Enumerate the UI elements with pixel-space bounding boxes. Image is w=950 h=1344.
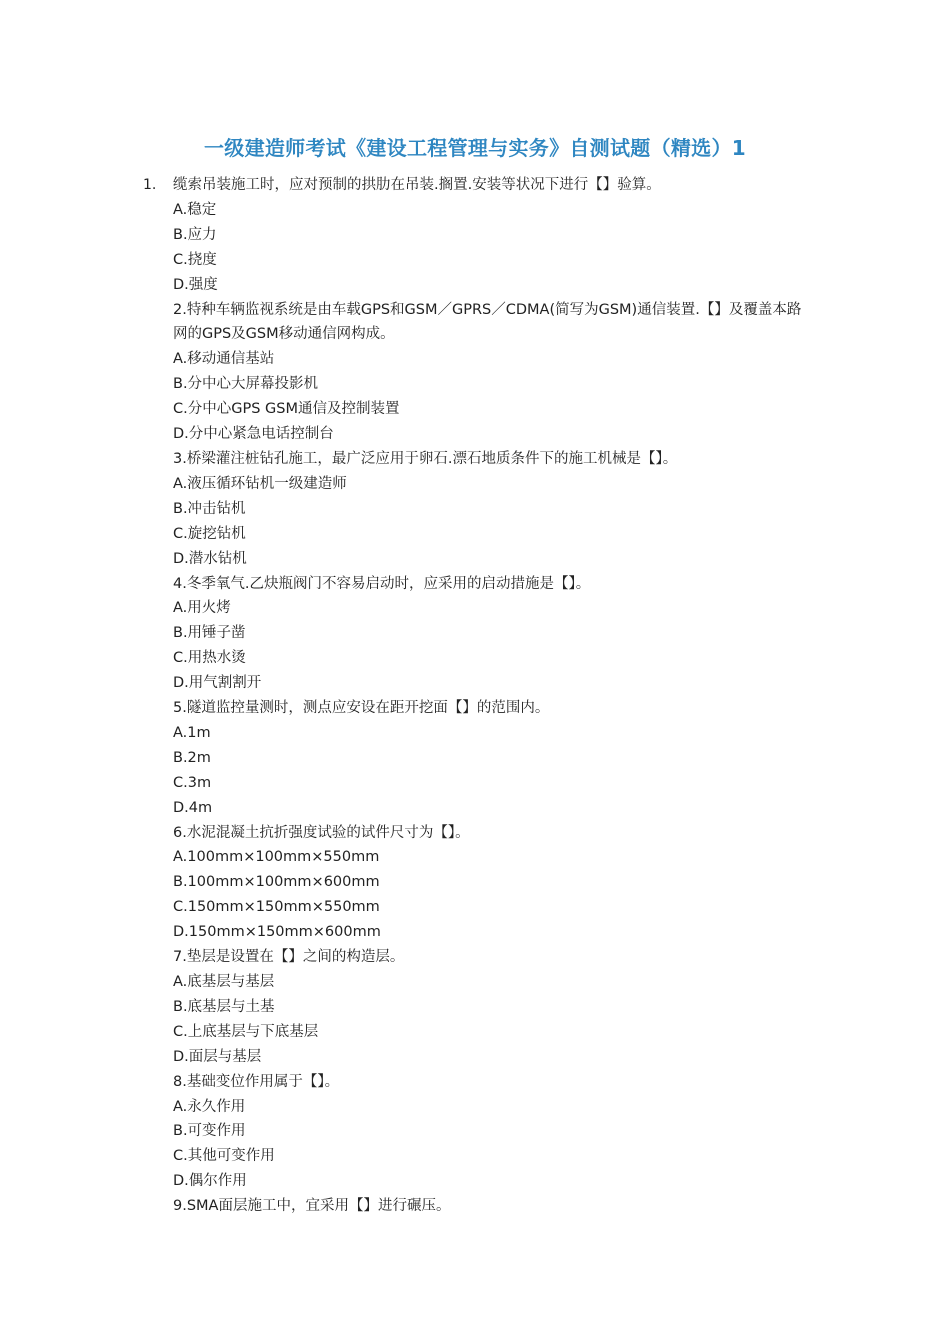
question-stem: 2.特种车辆监视系统是由车载GPS和GSM／GPRS／CDMA(简写为GSM)通信装置.【】及覆盖本路网的GPS及GSM移动通信网构成。 [173, 301, 802, 343]
option-d: D.面层与基层 [173, 1048, 262, 1065]
option-d: D.分中心紧急电话控制台 [173, 426, 334, 443]
question-stem: 缆索吊装施工时，应对预制的拱肋在吊装.搁置.安装等状况下进行【】验算。 [173, 177, 661, 193]
option-a: A.永久作用 [173, 1098, 246, 1115]
option-c: C.旋挖钻机 [173, 525, 246, 542]
question-stem: 3.桥梁灌注桩钻孔施工，最广泛应用于卵石.漂石地质条件下的施工机械是【】。 [173, 450, 678, 467]
question-stem: 7.垫层是设置在【】之间的构造层。 [173, 949, 405, 966]
option-c: C.分中心GPS GSM通信及控制装置 [173, 401, 400, 418]
question-5 [173, 696, 813, 821]
question-list [143, 173, 813, 1219]
question-2 [173, 298, 813, 447]
option-b: B.用锤子凿 [173, 625, 246, 642]
option-c: C.3m [173, 774, 212, 791]
option-b: B.100mm×100mm×600mm [173, 874, 380, 891]
option-d: D.偶尔作用 [173, 1173, 247, 1190]
option-b: B.可变作用 [173, 1123, 246, 1140]
document-title: 一级建造师考试《建设工程管理与实务》自测试题（精选）1 [203, 136, 746, 160]
option-b: B.2m [173, 749, 211, 766]
question-stem: 6.水泥混凝土抗折强度试验的试件尺寸为【】。 [173, 824, 470, 841]
option-c: C.用热水烫 [173, 650, 246, 667]
question-4 [173, 572, 813, 697]
option-c: C.其他可变作用 [173, 1148, 275, 1165]
option-d: D.用气割割开 [173, 675, 262, 692]
option-a: A.1m [173, 724, 211, 741]
option-b: B.分中心大屏幕投影机 [173, 376, 319, 393]
option-a: A.移动通信基站 [173, 351, 275, 368]
question-stem: 5.隧道监控量测时，测点应安设在距开挖面【】的范围内。 [173, 700, 550, 717]
option-a: A.底基层与基层 [173, 974, 275, 990]
question-7 [173, 945, 813, 1070]
question-stem: 9.SMA面层施工中，宜采用【】进行碾压。 [173, 1198, 451, 1215]
option-a: A.液压循环钻机一级建造师 [173, 475, 347, 492]
question-stem: 4.冬季氧气.乙炔瓶阀门不容易启动时，应采用的启动措施是【】。 [173, 575, 591, 592]
option-a: A.100mm×100mm×550mm [173, 849, 380, 866]
option-a: A.稳定 [173, 201, 217, 218]
question-1 [143, 173, 813, 298]
option-c: C.150mm×150mm×550mm [173, 899, 380, 916]
option-d: D.4m [173, 799, 213, 816]
option-c: C.挠度 [173, 251, 217, 268]
option-d: D.150mm×150mm×600mm [173, 924, 381, 941]
option-a: A.用火烤 [173, 600, 231, 617]
list-number: 1. [143, 177, 157, 193]
option-d: D.强度 [173, 276, 218, 293]
question-8 [173, 1070, 813, 1195]
option-c: C.上底基层与下底基层 [173, 1023, 319, 1040]
question-stem: 8.基础变位作用属于【】。 [173, 1073, 340, 1090]
option-b: B.应力 [173, 226, 217, 243]
question-9 [173, 1194, 813, 1219]
question-3 [173, 447, 813, 572]
question-6 [173, 821, 813, 946]
option-b: B.底基层与土基 [173, 998, 275, 1015]
option-d: D.潜水钻机 [173, 550, 247, 567]
option-b: B.冲击钻机 [173, 500, 246, 517]
